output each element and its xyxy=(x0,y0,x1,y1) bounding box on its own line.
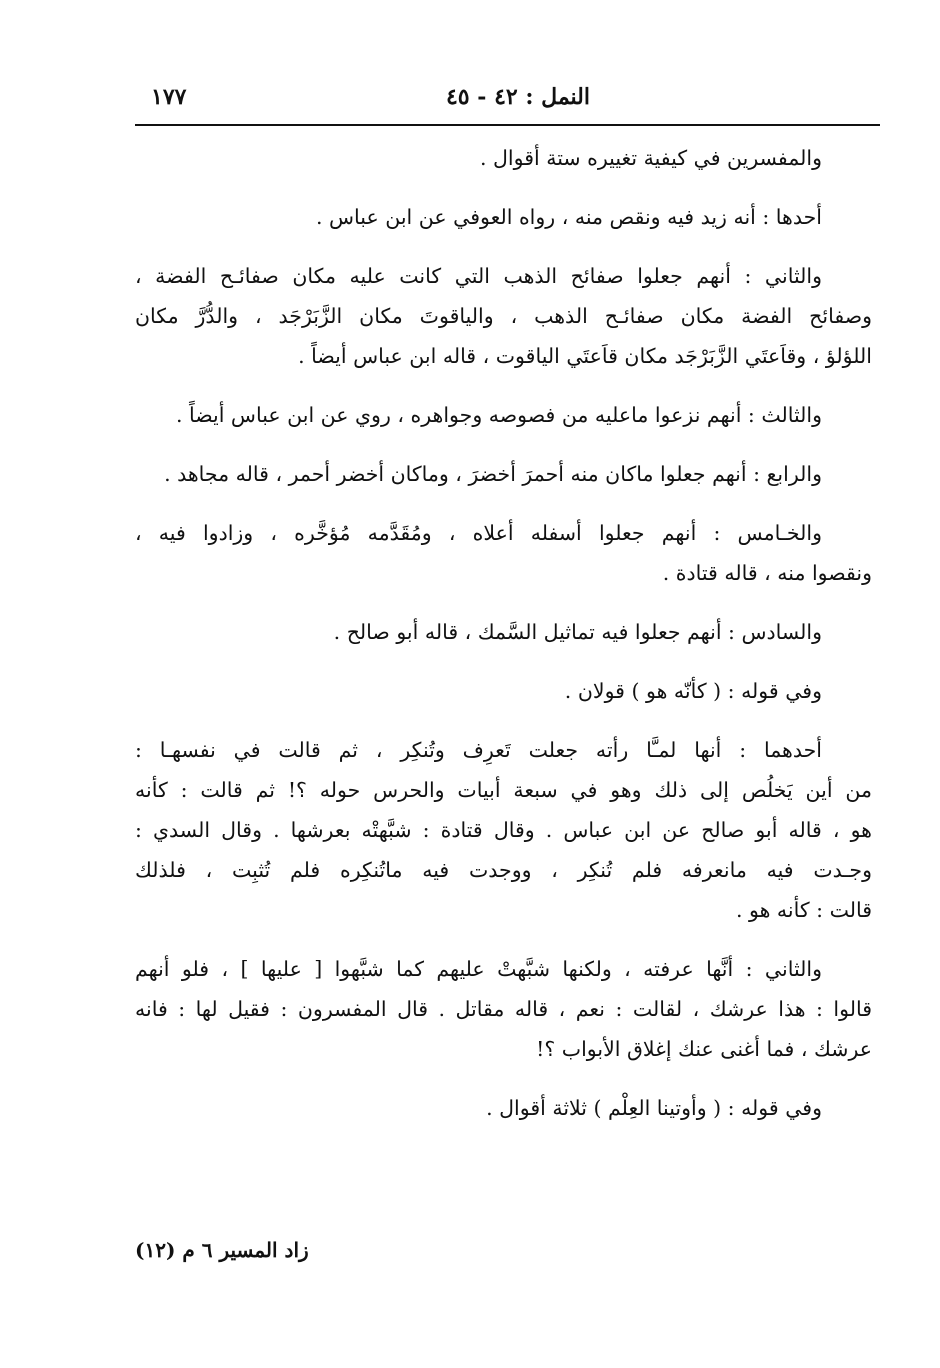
footer-signature: زاد المسير ٦ م (١٢) xyxy=(135,1238,309,1262)
text-line: عرشك ، فما أغنى عنك إغلاق الأبواب ؟! xyxy=(536,1037,872,1061)
paragraph xyxy=(135,256,872,376)
text-line: وجـدت فيه مانعرفه فلم تُنكِر ، ووجدت فيه ماتُنكِره فلم تُثبِت ، فلذلك xyxy=(135,858,872,882)
text-line: أحدهما : أنها لمـَّا رأته جعلت تَعرِف وتُنكِر ، ثم قالت في نفسهـا : xyxy=(135,738,822,762)
text-line: والثاني : أنَّها عرفته ، ولكنها شبَّهتْ عليهم كما شبَّهوا [ عليها ] ، فلو أنهم xyxy=(135,957,822,981)
text-line: والثالث : أنهم نزعوا ماعليه من فصوصه وجواهره ، روي عن ابن عباس أيضاً . xyxy=(175,403,822,427)
paragraph xyxy=(135,454,872,494)
text-line: أحدها : أنه زيد فيه ونقص منه ، رواه العوفي عن ابن عباس . xyxy=(316,205,822,229)
chapter-verse-heading: النمل : ٤٢ - ٤٥ xyxy=(445,84,590,110)
paragraph-gap xyxy=(135,237,872,256)
text-line: والثاني : أنهم جعلوا صفائح الذهب التي كانت عليه مكان صفائـح الفضة ، xyxy=(135,264,822,288)
text-line: من أين يَخلُص إلى ذلك وهو في سبعة أبيات والحرس حوله ؟! ثم قالت : كأنه xyxy=(135,778,872,802)
text-line: ونقصوا منه ، قاله قتادة . xyxy=(662,561,872,585)
paragraph-gap xyxy=(135,435,872,454)
paragraph xyxy=(135,395,872,435)
running-head xyxy=(135,84,880,118)
body-text xyxy=(135,138,872,1128)
text-line: وفي قوله : ( كأنّه هو ) قولان . xyxy=(564,679,822,703)
header-rule xyxy=(135,124,880,126)
paragraph-gap xyxy=(135,376,872,395)
paragraph-gap xyxy=(135,711,872,730)
paragraph-gap xyxy=(135,494,872,513)
paragraph xyxy=(135,138,872,178)
paragraph xyxy=(135,612,872,652)
text-line: والسادس : أنهم جعلوا فيه تماثيل السَّمك ، قاله أبو صالح . xyxy=(333,620,822,644)
text-line: والرابع : أنهم جعلوا ماكان منه أحمرَ أخضرَ ، وماكان أخضر أحمر ، قاله مجاهد . xyxy=(164,462,822,486)
text-line: والمفسرين في كيفية تغييره ستة أقوال . xyxy=(479,146,822,170)
paragraph xyxy=(135,197,872,237)
paragraph xyxy=(135,513,872,593)
text-line: قالت : كأنه هو . xyxy=(735,898,872,922)
text-line: وفي قوله : ( وأوتينا العِلْم ) ثلاثة أقوال . xyxy=(486,1096,822,1120)
text-line: اللؤلؤ ، وقاَعتَي الزَّبَرْجَد مكان قاَعتَي الياقوت ، قاله ابن عباس أيضاً . xyxy=(298,344,872,368)
paragraph xyxy=(135,730,872,930)
paragraph-gap xyxy=(135,593,872,612)
text-line: وصفائح الفضة مكان صفائـح الذهب ، والياقوتَ مكان الزَّبَرْجَد ، والدُّرَّ مكان xyxy=(135,304,872,328)
paragraph-gap xyxy=(135,1069,872,1088)
text-line: قالوا : هذا عرشك ، لقالت : نعم ، قاله مقاتل . قال المفسرون : فقيل لها : فانه xyxy=(135,997,872,1021)
text-line: والخـامس : أنهم جعلوا أسفله أعلاه ، ومُقَدَّمه مُؤخَّره ، وزادوا فيه ، xyxy=(135,521,822,545)
paragraph xyxy=(135,1088,872,1128)
paragraph xyxy=(135,671,872,711)
text-line: هو ، قاله أبو صالح عن ابن عباس . وقال قتادة : شبَّهتْه بعرشها . وقال السدي : xyxy=(135,818,872,842)
page-number: ١٧٧ xyxy=(151,84,187,110)
paragraph xyxy=(135,949,872,1069)
paragraph-gap xyxy=(135,178,872,197)
paragraph-gap xyxy=(135,930,872,949)
paragraph-gap xyxy=(135,652,872,671)
